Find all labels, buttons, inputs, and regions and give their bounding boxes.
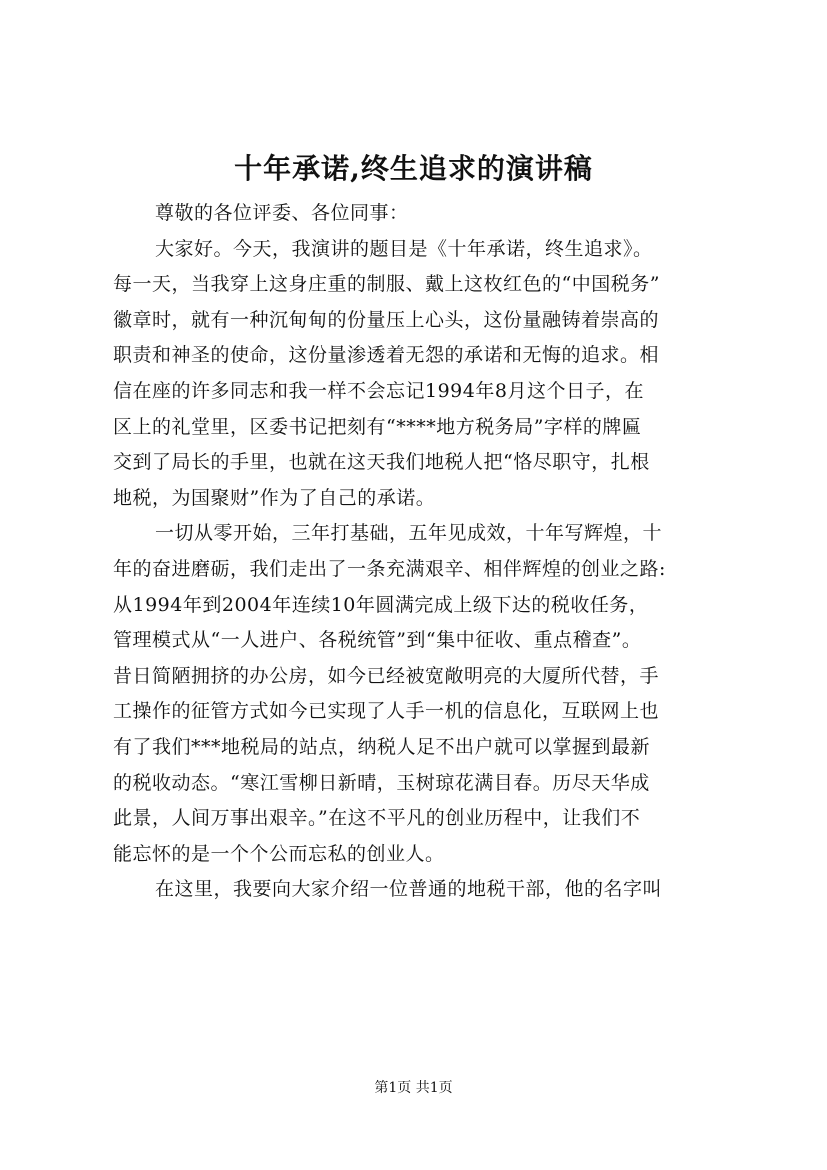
paragraph-line: 大家好。今天，我演讲的题目是《十年承诺，终生追求》。 (155, 237, 653, 260)
paragraph-line: 信在座的许多同志和我一样不会忘记1994年8月这个日子，在 (113, 379, 644, 402)
paragraph-line: 从1994年到2004年连续10年圆满完成上级下达的税收任务， (113, 593, 649, 616)
paragraph-line: 能忘怀的是一个个公而忘私的创业人。 (113, 842, 445, 865)
paragraph-line: 区上的礼堂里，区委书记把刻有“****地方税务局”字样的牌匾 (113, 415, 642, 438)
page-footer: 第1页 共1页 (374, 1080, 453, 1096)
paragraph-line: 每一天，当我穿上这身庄重的制服、戴上这枚红色的“中国税务” (113, 273, 660, 296)
paragraph-line: 此景，人间万事出艰辛。”在这不平凡的创业历程中，让我们不 (113, 807, 641, 830)
paragraph-line: 职责和神圣的使命，这份量渗透着无怨的承诺和无悔的追求。相 (113, 344, 660, 367)
document-body (113, 196, 723, 908)
paragraph-line: 的税收动态。“寒江雪柳日新晴，玉树琼花满目春。历尽天华成 (113, 771, 650, 794)
paragraph-line: 年的奋进磨砺，我们走出了一条充满艰辛、相伴辉煌的创业之路: (113, 557, 666, 580)
paragraph-line: 一切从零开始，三年打基础，五年见成效，十年写辉煌，十 (155, 522, 663, 545)
paragraph-line: 工操作的征管方式如今已实现了人手一机的信息化，互联网上也 (113, 700, 660, 723)
paragraph-line: 管理模式从“一人进户、各税统管”到“集中征收、重点稽查”。 (113, 629, 642, 652)
paragraph-line: 交到了局长的手里，也就在这天我们地税人把“恪尽职守，扎根 (113, 451, 650, 474)
salutation-line: 尊敬的各位评委、各位同事： (155, 202, 409, 224)
paragraph-line: 昔日简陋拥挤的办公房，如今已经被宽敞明亮的大厦所代替，手 (113, 664, 660, 687)
document-title: 十年承诺,终生追求的演讲稿 (234, 152, 593, 185)
paragraph-line: 有了我们***地税局的站点，纳税人足不出户就可以掌握到最新 (113, 735, 651, 758)
paragraph-line: 地税，为国聚财”作为了自己的承诺。 (113, 486, 436, 509)
paragraph-line: 在这里，我要向大家介绍一位普通的地税干部，他的名字叫 (155, 878, 663, 901)
paragraph-line: 徽章时，就有一种沉甸甸的份量压上心头，这份量融铸着崇高的 (113, 308, 660, 331)
